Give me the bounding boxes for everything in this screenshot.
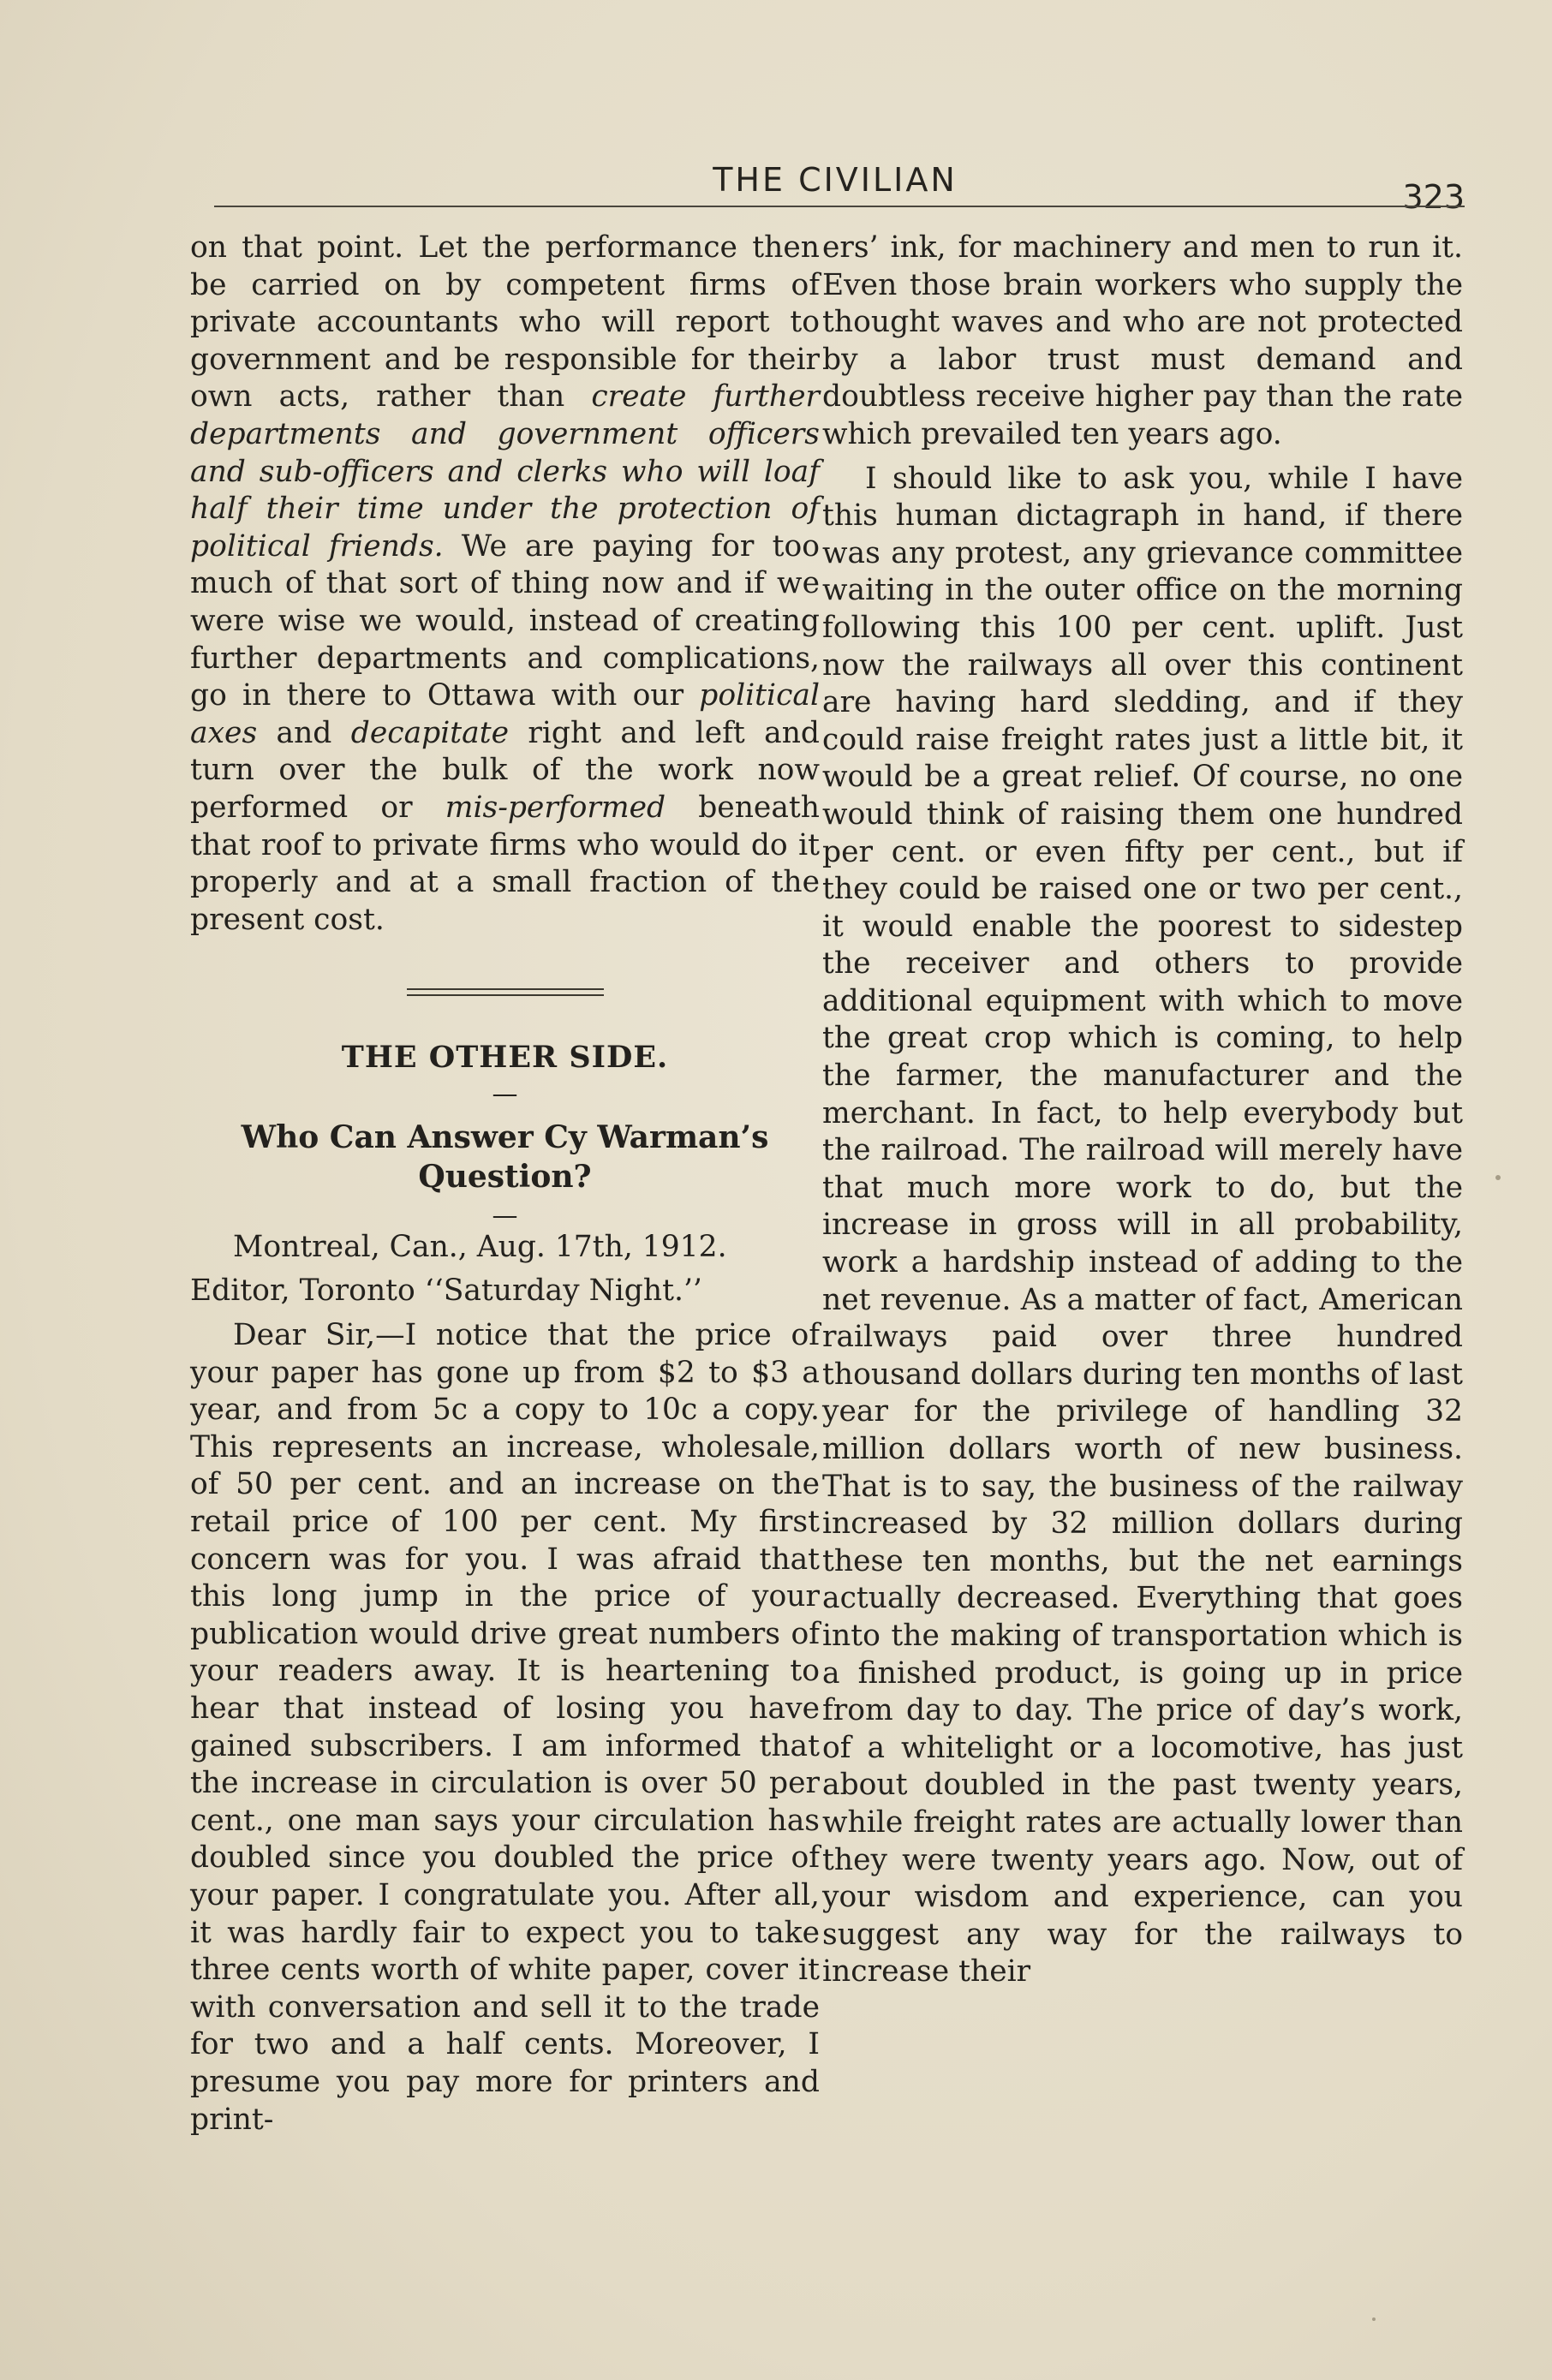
main-paragraph: I should like to ask you, while I have this human dictagraph in hand, if there was any protest, any grievance committee waiting in the outer office on the morning following this 100 per cent. uplift. Just now the railways all over this continent are having hard sledding, and if they could raise freight rates just a little bit, it would be a great relief. Of course, no one would think of raising them one hundred per cent. or even fifty per cent., but if they could be raised one or two per cent., it would enable the poorest to sidestep the receiver and others to provide additional equipment with which to move the great crop which is coming, to help the farmer, the manufacturer and the merchant. In fact, to help everybody but the railroad. The railroad will merely have that much more work to do, but the increase in gross will in all probability, work a hardship instead of adding to the net revenue. As a matter of fact, American railways paid over three hundred thousand dollars during ten months of last year for the privilege of handling 32 million dollars worth of new business. That is to say, the business of the railway increased by 32 million dollars during these ten months, but the net earnings actually decreased. Everything that goes into the making of transportation which is a finished product, is going up in price from day to day. The price of day’s work, of a whitelight or a locomotive, has just about doubled in the past twenty years, while freight rates are actually lower than they were twenty years ago. Now, out of your wisdom and experience, can you suggest any way for the railways to increase their bbox=[822, 461, 1463, 1989]
letter-dateline: Montreal, Can., Aug. 17th, 1912. bbox=[233, 1229, 727, 1264]
header-rule bbox=[214, 206, 1465, 207]
page-header bbox=[206, 161, 1465, 216]
plain-text: beneath that roof to private firms who would do it properly and at a small fraction of the present cost. bbox=[190, 790, 820, 937]
paper-speck bbox=[1495, 1175, 1501, 1180]
section-title: THE OTHER SIDE. bbox=[341, 1040, 669, 1076]
right-column bbox=[822, 230, 1463, 1998]
letter-paragraph: Dear Sir,—I notice that the price of your paper has gone up from $2 to $3 a year, and from 5c a copy to 10c a copy. This represents an increase, wholesale, of 50 per cent. and an increase on the retail price of 100 per cent. My first concern was for you. I was afraid that this long jump in the price of your publication would drive great numbers of your readers away. It is heartening to hear that instead of losing you have gained subscribers. I am informed that the increase in circulation is over 50 per cent., one man says your circulation has doubled since you doubled the price of your paper. I congratulate you. After all, it was hardly fair to expect you to take three cents worth of white paper, cover it with conversation and sell it to the trade for two and a half cents. Moreover, I presume you pay more for printers and print- bbox=[190, 1318, 820, 2137]
page-number: 323 bbox=[1402, 178, 1465, 216]
running-title: THE CIVILIAN bbox=[713, 161, 958, 199]
closing-paragraph bbox=[190, 230, 820, 939]
plain-text: right and left and turn over the bulk of the work now performed or bbox=[190, 715, 820, 825]
paper-speck bbox=[1372, 2317, 1376, 2321]
title-dash: — bbox=[492, 1078, 518, 1109]
italic-text: decapitate bbox=[350, 715, 509, 750]
plain-text: and bbox=[257, 715, 351, 750]
letter-addressee: Editor, Toronto ‘‘Saturday Night.’’ bbox=[190, 1274, 702, 1309]
left-column bbox=[190, 230, 820, 2145]
plain-text: on that point. Let the performance then be carried on by competent firms of private accountants who will report to government and be responsible for their own acts, rather than bbox=[190, 230, 820, 415]
italic-text: political axes bbox=[190, 678, 820, 750]
plain-text: We are paying for too much of that sort of thing now and if we were wise we would, instead of creating further departments and complications, go in there to Ottawa with our bbox=[190, 528, 820, 713]
subtitle-dash: — bbox=[492, 1200, 518, 1231]
italic-text: mis-performed bbox=[445, 790, 666, 825]
section-divider bbox=[407, 988, 604, 996]
continuation-paragraph: ers’ ink, for machinery and men to run it. Even those brain workers who supply the thought waves and who are not protected by a labor trust must demand and doubtless receive higher pay than the rate which prevailed ten years ago. bbox=[822, 230, 1463, 451]
italic-text: create further departments and government officers and sub-officers and clerks who will loaf half their time under the protection of political friends. bbox=[190, 379, 820, 564]
article-subtitle: Who Can Answer Cy Warman’s Question? bbox=[241, 1118, 769, 1195]
